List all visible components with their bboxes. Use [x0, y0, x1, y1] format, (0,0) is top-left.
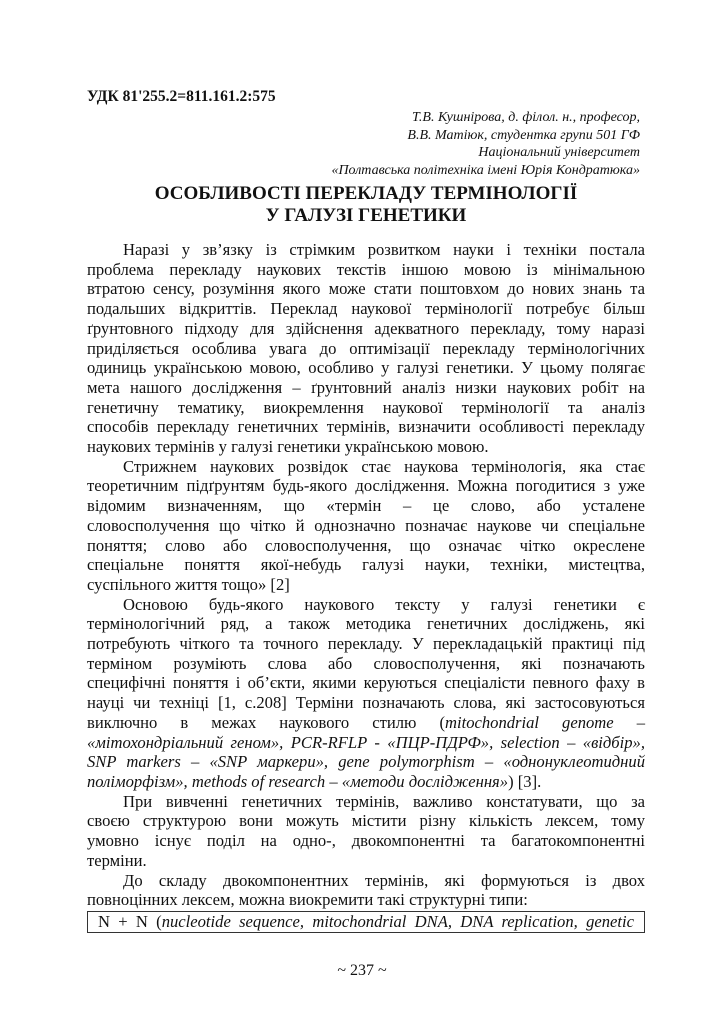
text-line: терміни.: [87, 850, 147, 870]
text-line: наукових термінів у галузі генетики українською мовою.: [87, 437, 489, 457]
text-line: При вивченні генетичних термінів, важливо констатувати, що за: [123, 791, 645, 811]
text-line: Стрижнем наукових розвідок стає наукова термінологія, яка стає: [123, 456, 645, 476]
title-line: ОСОБЛИВОСТІ ПЕРЕКЛАДУ ТЕРМІНОЛОГІЇ: [154, 183, 578, 204]
page-number: ~ 237 ~: [337, 962, 387, 979]
text-line: генетичну тематику, виокремлення наукової термінології та аналіз: [87, 397, 645, 417]
paragraph-2: [87, 457, 645, 595]
text-line: ґрунтовного підходу для здійснення адекватного перекладу, тому наразі: [87, 318, 645, 338]
formula-label: N + N (: [98, 911, 162, 931]
text-line: [98, 912, 634, 932]
text-line: словосполучення що чітко й однозначно позначає наукове чи спеціальне: [87, 515, 645, 535]
text-segment: ) [3].: [508, 771, 542, 791]
text-line: мета нашого дослідження – ґрунтовний аналіз низки наукових робіт на: [87, 377, 645, 397]
text-line: спеціальне поняття якої-небудь галузі науки, техніки, мистецтва,: [87, 555, 645, 575]
text-line: специфічні поняття і об’єкти, якими керуються спеціалісти певного фаху в: [87, 673, 645, 693]
paragraph-3: [87, 595, 645, 792]
text-line: умовно існує поділ на одно-, двокомпонентні та багатокомпонентні: [87, 831, 645, 851]
affiliation-line: «Полтавська політехніка імені Юрія Кондратюка»: [331, 162, 640, 178]
italic-term: mitochondrial genome –: [444, 712, 645, 732]
paragraph-4: [87, 792, 645, 871]
text-line: До складу двокомпонентних термінів, які формуються із двох: [123, 870, 645, 890]
text-line: проблема перекладу наукових текстів іншою мовою із мінімальною: [87, 259, 645, 279]
text-line: поняття; слово або словосполучення, що означає чітко окреслене: [87, 535, 645, 555]
text-line: приділяється особлива увага до оптимізації перекладу термінологічних: [87, 338, 645, 358]
text-line: своєю структурою вони можуть містити різну кількість лексем, тому: [87, 811, 645, 831]
paragraph-1: [87, 240, 645, 457]
article-body: [87, 240, 645, 933]
text-line: потребують чіткого та точного перекладу. У перекладацькій практиці під: [87, 634, 645, 654]
text-line: втратою сенсу, розуміння якого може стати поштовхом до нових знань та: [87, 279, 645, 299]
text-line: відомим визначенням, що «термін – це слово, або усталене: [87, 496, 645, 516]
text-line: науці чи техніці [1, с.208] Терміни позначають слова, які застосовуються: [87, 693, 645, 713]
italic-term: поліморфізм», methods of research – «методи дослідження»: [87, 771, 509, 791]
udk-code: УДК 81'255.2=811.161.2:575: [87, 88, 276, 105]
text-line: способів перекладу генетичних термінів, визначити особливості перекладу: [87, 417, 645, 437]
text-line: [87, 752, 645, 772]
italic-term: SNP markers – «SNP маркери», gene polymorphism – «однонуклеотидний: [87, 752, 645, 772]
text-line: терміном розуміють слова або словосполучення, які позначають: [87, 653, 645, 673]
text-line: суспільного життя тощо» [2]: [87, 574, 290, 594]
text-line: [87, 772, 645, 792]
text-line: подальших відкриттів. Переклад наукової термінології потребує більш: [87, 299, 645, 319]
structure-type-box: [87, 911, 645, 933]
text-line: термінологічний ряд, а також методика генетичних досліджень, які: [87, 614, 645, 634]
author-line: В.В. Матіюк, студентка групи 501 ГФ: [407, 127, 640, 143]
text-line: Основою будь-якого наукового тексту у галузі генетики є: [123, 594, 645, 614]
text-line: [87, 733, 645, 753]
text-line: Наразі у зв’язку із стрімким розвитком науки і техніки постала: [123, 240, 645, 259]
author-line: Т.В. Кушнірова, д. філол. н., професор,: [412, 110, 640, 125]
affiliation-line: Національний університет: [478, 145, 640, 160]
article-title: [87, 183, 645, 227]
title-line: У ГАЛУЗІ ГЕНЕТИКИ: [265, 205, 467, 226]
text-line: одиниць українською мовою, особливо у галузі генетики. У цьому полягає: [87, 358, 645, 378]
author-info: [331, 109, 640, 179]
italic-examples: nucleotide sequence, mitochondrial DNA, DNA replication, genetic: [161, 911, 634, 931]
text-segment: виключно в межах наукового стилю (: [87, 712, 445, 732]
italic-term: «мітохондріальний геном», PCR-RFLP - «ПЦР-ПДРФ», selection – «відбір»,: [87, 732, 645, 752]
text-line: [87, 713, 645, 733]
text-line: повноцінних лексем, можна виокремити такі структурні типи:: [87, 890, 528, 910]
paragraph-5: [87, 871, 645, 910]
text-line: теоретичним підґрунтям будь-якого дослідження. Можна погодитися з уже: [87, 476, 645, 496]
